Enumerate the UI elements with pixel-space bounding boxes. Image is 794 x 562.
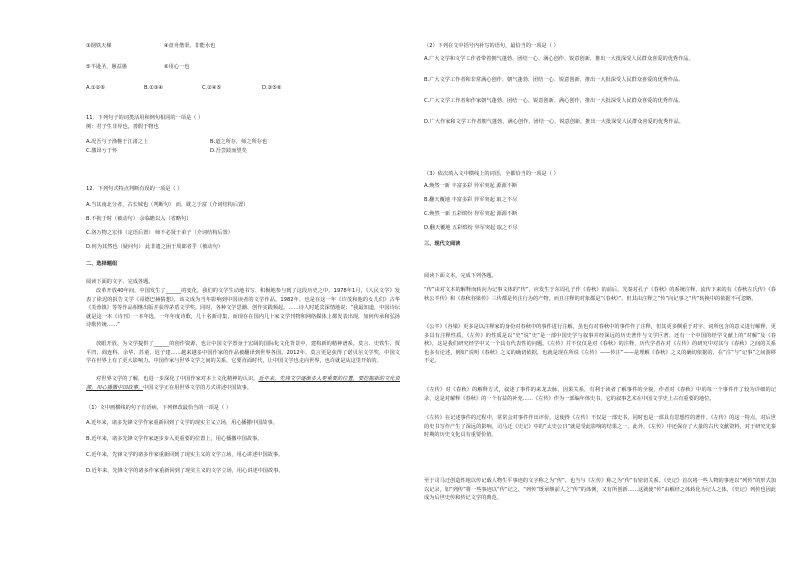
passage-p3-end: 中国文学正在用世界文学的方式讲述中国故事。: [143, 384, 253, 391]
sub3-option-c: C.焕然一新 五彩缤纷 异军突起 源源不断: [424, 211, 518, 217]
q11-option-c: C.激昂亏于怀: [86, 148, 118, 154]
passage-paragraph-2: 放眼开放，为文学提供了______的创作资源，也让中国文学置身于宏阔的国际化文化背景中，建构新的精神谱系。莫言、史铁生、贾平凹、阎连科、余华、苏童、迟子建……越来越多中国作家的作品被翻译到世界各国。2012年，莫言更是获得了诺贝尔文学奖，中国文学在世界上有了更大影响力。中国作家与世界文学之间的关系，它要直面时代，让中国文学也走向世界，也许就是从这里开始的。: [86, 341, 400, 365]
sub1-option-b: B.近年来，诸多先锋文学作家逐步步入更重要的位置上，用心播撒中国故事。: [86, 436, 263, 442]
q10-option-6: ⑥用心一也: [164, 64, 190, 70]
sub2-option-b: B.广大文学工作者和非常满心创作、朝气蓬勃、团结一心、锐意创新，推出一大批深受人民群众喜爱的优秀作品。: [424, 77, 684, 83]
sub2-option-c: C.广大文学工作者和作家朝气蓬勃、团结一心、锐意创新、满心创作，推出一大批深受人民群众喜爱的优秀作品。: [424, 98, 684, 104]
q11-option-b: B.道之所存，师之所存也: [210, 139, 268, 145]
q12-option-c: C.洛万物之宏伟（定语后置） 师不必贤于弟子（介词结构后置）: [86, 230, 233, 236]
section-title-2: 二、选择题组: [86, 261, 118, 267]
q12-stem: 12．下列句式特点判断有误的一项是（ ）: [86, 186, 183, 192]
passage-intro: 阅读下面的文字，完成各题。: [86, 279, 154, 285]
passage-p3-plain: 对世界文学的了解，也进一步深化了中国作家对本土文化精神的认识。: [96, 376, 259, 382]
q11-option-d: D.吾尝跂而望矣: [210, 148, 247, 154]
q10-answer-b: B.①③④: [144, 85, 164, 91]
text-paragraph-3: 《左传》对《春秋》的解释方式，叙述了事件的来龙去脉、因果关系，有利于读者了解事件的全貌，作者对《春秋》中的每一个事件作了较为详细的记录，这是对解释《春秋》的一个有益的补充……《左传》作为一部编年体史书，它的叙事艺术在中国文学史上占有重要的地位。: [424, 387, 776, 402]
sub1-option-c: C.近年来，先锋文学的诸多作家重新回到了现实主义的文学立场，用心讲述中国故事。: [86, 452, 284, 458]
q12-option-b: B.不拘于时（被动句） 余临瞻以入（省略句）: [86, 216, 192, 222]
text-paragraph-1: “传”由对文本的解释而转向为记事文体的“传”，应发生于东周孔子作《春秋》的前后。先秦对孔子《春秋》的系统注释，流传下来的有《春秋左氏传》《春秋公羊传》和《春秋谷梁传》三传都是传注行为的产物，而且注释的对象都是“《春秋》”。但其由注释之“传”向记事之“传”转换中的依据不可忽略。: [424, 287, 776, 302]
sub1-option-d: D.近年来，先锋文学的诸多作家重新回到了现实主义的文学立场，用心讲述中国故事。: [86, 468, 284, 474]
q10-option-4: ④盘舟偕渠，非能水也: [164, 43, 216, 49]
sub2-option-d: D.广大作家和文学工作者朝气蓬勃、满心创作、团结一心、锐意创新，推出一大批深受人民群众喜爱的优秀作品。: [424, 119, 684, 125]
q10-answer-d: D.③⑤⑥: [262, 85, 282, 91]
sub1-option-a: A.近年来，诸多先锋文学作家重新回到了文学的现实主义立场，用心播撒中国故事。: [86, 420, 278, 426]
q10-answer-a: A.①②⑥: [86, 85, 106, 91]
q10-answer-c: C.②④⑤: [202, 85, 222, 91]
sub3-option-b: B.翻天覆地 丰富多彩 异军突起 取之不尽: [424, 197, 518, 203]
sub3-option-a: A.焕然一新 丰富多彩 异军突起 源源不断: [424, 183, 518, 189]
sub3-option-d: D.翻天覆地 五彩缤纷 异军突起 取之不尽: [424, 225, 518, 231]
q11-stem: 11．下列句子的词类活用和例句相同的一项是（ ）: [86, 115, 204, 121]
sub2-stem: （2）下列在文中括号内补写的语句，最恰当的一项是（ ）: [424, 43, 559, 49]
sub1-stem: （1）文中画横线的句子有语病，下列修改最恰当的一项是（ ）: [86, 405, 232, 411]
sub2-option-a: A.广大文学和文学工作者带着朝气蓬勃、团结一心、满心创作、锐意创新，推出一大批深受人民群众喜爱的优秀作品。: [424, 56, 694, 62]
q12-option-d: D.何为其然也（疑问句） 此非遗之困于周郎者乎（被动句）: [86, 244, 223, 250]
q11-option-a: A.况吾与子渔樵于江渚之上: [86, 139, 149, 145]
passage-p3-underlined: 近年来，先锋文学逐渐步入更重要的位置，要挖掘新的文化资源，用心播撒中国故事。: [86, 376, 400, 391]
text-paragraph-2: 《公羊》《谷梁》更多是以注释家的身份对春秋中的事件进行注解，虽也有对春秋中的事件作了注释，但其更多侧重于对字、词所包含的意义进行解释，更多具有注释性质。《左传》的性质是以“史”说“史”是一部中国史学与叙事并经深远的历史著作与文学巨著。还有一个中国的经学文献上的“对解”及《春秋》，这是我们研究经学中又一个具有代表性的问题。《左传》并不仅仅是对《春秋》的注释，历代学者在对《左传》的研究中对其与《春秋》之间的关系也多有论述，例如“说明《春秋》之义的确切依据，也就是现在所说《左传》——传注”——是理解《春秋》之义的确切依据的，在“注”与“记事”之间游移不定。: [424, 324, 776, 365]
q12-option-a: A.当其南北分者，古长城也（判断句） 而，耽之于富（介词结构后置）: [86, 202, 249, 208]
passage-paragraph-3: [86, 375, 400, 401]
passage-paragraph-1: 改革开放40年间，中国发生了______的变化，我们的文学生动地书写、积极地参与到了这段历史之中。1978年1月，《人民文学》发表了徐迟的报告文学《哥德巴赫猜想》，该文成为当年影响到中国读者的文学作品。1982年，也是在这一年《许茂和他的女儿们》古华《芙蓉镇》等等作品相继出版并获得茅盾文学奖。同时，各种文学思潮、创作实践频起。……诗人时延宾深情地说：“我最知道，中国诗坛就是这一本《诗刊》一本年选，一年年度诗歌，几十名新诗集，而现在在国内几十家文学刊物和网络媒体上都发表出现，如何传承和弘扬诗歌传统……”: [86, 288, 400, 329]
q10-option-5: ⑤羊逊圣，愚益愚: [86, 64, 127, 70]
text-paragraph-5: 至于司马迁创造性地以传记载人物生平事迹的文字称之为“传”，也当与《左传》称之为“传”有密切关系。《史记》首次将一些人物的事迹以“列传”的形式加以记录，如“列传”将一些事迹以“传”记之，“列传”既承继前人之“传”的体例，又有所创新……这就使“传”由解经之体转化为记人之体，《史记》列传也因此成为后世史传和传记文学的典范。: [424, 478, 776, 502]
q10-option-3: ③钢铁天梯: [86, 43, 112, 49]
sub3-stem: （3）依次填入文中横线上的词语，全都恰当的一项是（ ）: [424, 171, 559, 177]
text-paragraph-4: 《左传》在记述事件的过程中，常常会对事件作出评价，这使得《左传》不仅是一部史书，同时也是一部具有思想性的著作。《左传》的这一特点，对后世的史书写作产生了深远的影响，司马迁《史记》中的“太史公曰”就是受此影响的结果之一。此外，《左传》中还保存了大量的古代文献资料，对于研究先秦时期的历史文化具有重要价值。: [424, 415, 776, 439]
q11-example: 例：君子生非异也，善假于物也: [86, 124, 159, 130]
section-title-3: 三、现代文阅读: [424, 241, 461, 247]
text-intro: 阅读下面文本，完成下列各题。: [424, 273, 497, 279]
